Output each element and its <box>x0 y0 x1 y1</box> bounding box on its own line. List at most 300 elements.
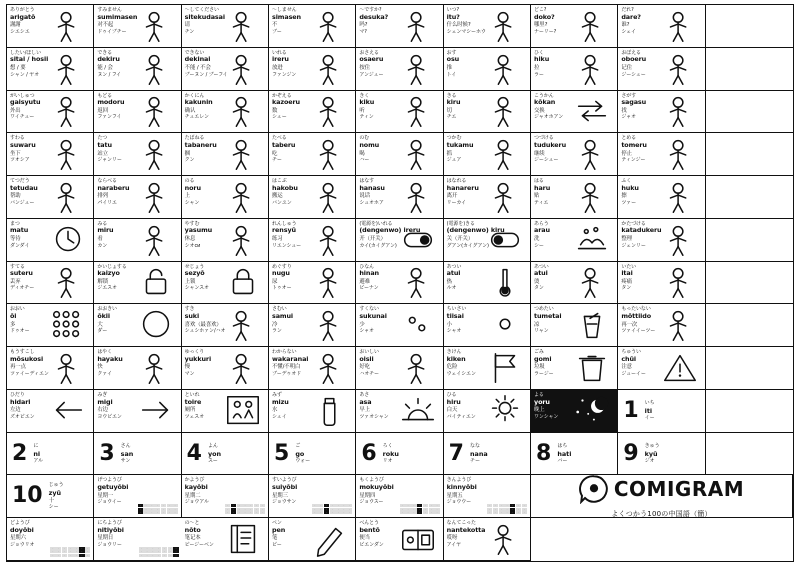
phrase-cell-yukkuri <box>182 347 269 390</box>
chinese-word: 洗 <box>534 236 540 243</box>
chinese-word: 站立 <box>97 150 108 157</box>
romaji-word: hanasu <box>359 183 385 192</box>
chinese-word: 能 / 会 <box>97 64 113 71</box>
phrase-grid <box>6 4 794 562</box>
kana-reading: ビージーベン <box>184 542 214 549</box>
romaji-word: mizu <box>272 397 289 406</box>
phrase-cell-dekiru <box>94 48 181 91</box>
chinese-word: 吗? <box>359 22 368 29</box>
number-cell-8 <box>531 433 618 476</box>
chinese-word: 快 <box>97 364 103 371</box>
kana-reading: ラン <box>272 328 282 335</box>
jp-word: おさえる <box>359 49 379 56</box>
phrase-cell-doyōbi <box>7 518 94 561</box>
chinese-word: 交换 <box>534 107 545 114</box>
jp-word: ご <box>295 443 301 450</box>
phrase-cell-hidari <box>7 390 94 433</box>
jp-word: みぎ <box>97 391 108 398</box>
kana-reading: チー <box>469 457 480 464</box>
phrase-cell-pen <box>269 518 356 561</box>
jp-word: ならべる <box>97 178 117 185</box>
romaji-word: naraberu <box>97 183 130 192</box>
kana-reading: ウェイシエン <box>446 370 476 377</box>
phrase-cell-nitiyōbi <box>94 518 181 561</box>
kana-reading: ヨウビエン <box>97 413 122 420</box>
phrase-cell-kakunin <box>182 91 269 134</box>
phrase-cell-nantekotta <box>444 518 531 561</box>
jp-word: もどる <box>97 92 113 99</box>
kana-reading: ズオビエン <box>10 413 35 420</box>
kana-reading: シュイ <box>272 413 287 420</box>
number-cell-2 <box>7 433 94 476</box>
kana-reading: ダー <box>97 328 108 335</box>
number-value: 8 <box>536 440 552 466</box>
chinese-word: 危险 <box>446 364 458 371</box>
phrase-cell-yasumu <box>182 219 269 262</box>
chinese-word: 推 <box>446 64 452 71</box>
jp-word: あさ <box>359 391 370 398</box>
chinese-word: 疼痛 <box>621 278 632 285</box>
phrase-cell-doko? <box>531 5 618 48</box>
romaji-word: katadukeru <box>621 226 662 235</box>
empty-cell <box>706 5 793 48</box>
phrase-cell-kiken <box>444 347 531 390</box>
jp-word: さむい <box>272 306 287 313</box>
chinese-word: 便当 <box>359 535 370 542</box>
phrase-cell-wakaranai <box>269 347 356 390</box>
chinese-word: 数 <box>272 107 278 114</box>
phrase-cell-sitai / hosii <box>7 48 94 91</box>
jp-word: すみません <box>97 7 122 13</box>
chinese-word: 不懂/不明白 <box>272 364 301 371</box>
number-cell-6 <box>356 433 443 476</box>
romaji-word: suiyōbi <box>272 483 298 492</box>
romaji-word: nitiyōbi <box>97 525 124 534</box>
kana-reading: ジオ <box>644 457 655 464</box>
romaji-word: kazoeru <box>272 98 301 107</box>
romaji-word: getuyōbi <box>97 483 129 492</box>
chinese-word: 哪里? <box>534 22 548 29</box>
jp-word: おす <box>446 49 457 56</box>
jp-word: 〜してください <box>184 7 219 13</box>
romaji-word: arau <box>534 226 550 235</box>
empty-cell <box>706 219 793 262</box>
jp-word: せじょう <box>184 263 205 270</box>
phrase-cell-rensyū <box>269 219 356 262</box>
romaji-word: tatu <box>97 140 112 149</box>
romaji-word: hati <box>557 449 572 458</box>
phrase-cell-tabaneru <box>182 133 269 176</box>
kana-reading: グアン(カイグアン) <box>446 242 489 249</box>
jp-word: 〜ですか? <box>359 7 382 13</box>
kana-reading: リオ <box>382 457 393 464</box>
kana-reading: イー <box>644 415 655 422</box>
kana-reading: チン <box>184 28 195 35</box>
kana-reading: シャン / ヤオ <box>10 71 39 78</box>
phrase-cell-osu <box>444 48 531 91</box>
kana-reading: ジャオホアン <box>534 114 564 121</box>
phrase-cell-hinan <box>356 262 443 305</box>
phrase-cell-ireru <box>269 48 356 91</box>
kana-reading: シャン <box>184 199 200 206</box>
chinese-word: 捆 <box>184 150 190 157</box>
kana-reading: シャオ <box>359 328 374 335</box>
phrase-cell-kinnyōbi <box>444 475 531 518</box>
calendar-strip: · · · · · · · · · · · · · · · · · · · · · <box>312 504 352 514</box>
romaji-word: zyū <box>48 488 62 497</box>
kana-reading: ドゥイブチー <box>97 28 127 35</box>
romaji-word: pen <box>272 525 286 534</box>
jp-word: だれ? <box>621 7 634 13</box>
phrase-cell-toire <box>182 390 269 433</box>
kana-reading: ジューイー <box>621 370 646 377</box>
romaji-word: hakobu <box>272 183 298 192</box>
chinese-word: 喜欢（最喜欢） <box>184 321 222 328</box>
phrase-cell-samui <box>269 304 356 347</box>
jp-word: てつだう <box>10 178 30 185</box>
phrase-cell-tomeru <box>618 133 705 176</box>
romaji-word: nōto <box>184 525 201 534</box>
empty-cell <box>706 433 793 476</box>
phrase-cell-nomu <box>356 133 443 176</box>
number-cell-4 <box>182 433 269 476</box>
kana-reading: リャン <box>534 328 549 335</box>
phrase-cell-mokuyōbi <box>356 475 443 518</box>
romaji-word: tomeru <box>621 140 647 149</box>
kana-reading: チエ <box>446 114 457 121</box>
romaji-word: taberu <box>272 140 296 149</box>
romaji-word: yoru <box>534 397 550 406</box>
calendar-strip: · · · · · · · · · · · · · · · · · · · · · <box>138 504 178 514</box>
romaji-word: suteru <box>10 269 33 278</box>
jp-word: はなれる <box>446 178 467 185</box>
jp-word: つめたい <box>534 306 554 313</box>
chinese-word: 排列 <box>97 193 108 200</box>
jp-word: できない <box>184 49 205 56</box>
romaji-word: sagasu <box>621 98 647 107</box>
romaji-word: hinan <box>359 269 379 278</box>
kana-reading: マン <box>184 370 195 377</box>
romaji-word: go <box>295 449 305 458</box>
phrase-cell-simasen <box>269 5 356 48</box>
empty-cell <box>706 176 793 219</box>
jp-word: たつ <box>97 135 108 142</box>
phrase-cell-atui <box>444 262 531 305</box>
kana-reading: トゥオー <box>272 285 292 292</box>
chinese-word: 请 <box>184 22 190 29</box>
jp-word: (電源を)きる <box>446 220 475 227</box>
kana-reading: ジョウリオ <box>10 542 35 549</box>
chinese-word: 上 <box>184 193 190 200</box>
romaji-word: samui <box>272 311 294 320</box>
kana-reading: リーカイ <box>446 199 467 206</box>
number-value: 1 <box>623 397 639 423</box>
jp-word: あつい <box>534 263 549 270</box>
phrase-cell-hanasu <box>356 176 443 219</box>
chinese-word: 大 <box>97 321 103 328</box>
chinese-word: 星期三 <box>272 492 288 499</box>
jp-word: にちようび <box>97 520 122 527</box>
romaji-word: tetudau <box>10 183 38 192</box>
romaji-word: kaizyo <box>97 269 120 278</box>
kana-reading: バイティエン <box>446 413 476 420</box>
jp-word: こうかん <box>534 92 554 99</box>
romaji-word: modoru <box>97 98 125 107</box>
chinese-word: 晚上 <box>534 407 545 414</box>
jp-word: おおきい <box>97 306 117 313</box>
romaji-word: kakunin <box>184 98 213 107</box>
jp-word: もったいない <box>621 306 651 313</box>
romaji-word: noru <box>184 183 201 192</box>
jp-word: はやく <box>97 349 113 356</box>
phrase-cell-dare? <box>618 5 705 48</box>
romaji-word: desuka? <box>359 12 389 21</box>
phrase-cell-atui <box>531 262 618 305</box>
kana-reading: アイヤ <box>446 542 461 549</box>
chinese-word: 对不起 <box>97 22 114 29</box>
kana-reading: ジーシュー <box>621 71 646 78</box>
jp-word: よん <box>207 443 218 450</box>
phrase-cell-huku <box>618 176 705 219</box>
number-cell-7 <box>444 433 531 476</box>
chinese-word: 什么时候? <box>446 22 471 29</box>
jp-word: はこぶ <box>272 178 287 185</box>
chinese-word: 休息 <box>184 236 196 243</box>
jp-word: すいようび <box>272 477 297 484</box>
kana-reading: シー <box>48 504 59 511</box>
chinese-word: 再一点 <box>10 364 26 371</box>
jp-word: もくようび <box>359 477 384 484</box>
romaji-word: dare? <box>621 12 641 21</box>
jp-word: わからない <box>272 349 297 356</box>
kana-reading: ラージー <box>534 370 554 377</box>
chinese-word: 外出 <box>10 107 21 114</box>
phrase-cell-oboeru <box>618 48 705 91</box>
phrase-cell-asa <box>356 390 443 433</box>
chinese-word: 找 <box>621 107 627 114</box>
kana-reading: カイ(カイグアン) <box>359 242 397 249</box>
phrase-cell-suiyōbi <box>269 475 356 518</box>
number-value: 7 <box>448 440 464 466</box>
jp-word: がいしゅつ <box>10 92 35 99</box>
romaji-word: toire <box>184 397 202 406</box>
romaji-word: kiken <box>446 354 466 363</box>
jp-word: はなす <box>359 178 375 185</box>
phrase-cell-bentō <box>356 518 443 561</box>
kana-reading: ウォー <box>295 457 311 464</box>
calendar-strip: · · · · · · · · · · · · · · · · · · · · · <box>139 547 179 557</box>
romaji-word: arigatō <box>10 12 36 21</box>
phrase-cell-tetudau <box>7 176 94 219</box>
romaji-word: simasen <box>272 12 301 21</box>
kana-reading: シュシホァン/ハオ <box>184 328 226 335</box>
phrase-cell-oisii <box>356 347 443 390</box>
kana-reading: ブー <box>272 28 282 35</box>
chinese-word: 星期二 <box>184 492 201 499</box>
jp-word: といれ <box>184 391 200 398</box>
chinese-word: 丢弃 <box>10 278 21 285</box>
chinese-word: 想 / 要 <box>10 64 26 71</box>
phrase-cell-miru <box>94 219 181 262</box>
chinese-word: 练习 <box>272 236 283 243</box>
romaji-word: mōsukosi <box>10 354 44 363</box>
phrase-cell-desuka? <box>356 5 443 48</box>
jp-word: ありがとう <box>10 7 35 13</box>
romaji-word: oisii <box>359 354 374 363</box>
kana-reading: ブーヌン / ブーフイ <box>184 71 228 78</box>
jp-word: げつようび <box>97 477 122 484</box>
phrase-cell-kiku <box>356 91 443 134</box>
jp-word: かぞえる <box>272 92 292 99</box>
number-value: 5 <box>274 440 290 466</box>
chinese-word: 拉 <box>534 64 540 71</box>
phrase-cell-tumetai <box>531 304 618 347</box>
chinese-word: 少 <box>359 321 365 328</box>
jp-word: ペン <box>272 520 282 527</box>
romaji-word: tiisai <box>446 311 464 320</box>
jp-word: じゅう <box>48 482 64 489</box>
phrase-cell-mōsukosi <box>7 347 94 390</box>
jp-word: ふく <box>621 178 632 185</box>
chinese-word: 擦 <box>621 193 627 200</box>
kana-reading: バンユン <box>272 199 292 206</box>
kana-reading: クン <box>184 157 195 164</box>
chinese-word: 抓 <box>446 150 452 157</box>
jp-word: すくない <box>359 306 379 313</box>
romaji-word: san <box>120 449 134 458</box>
kana-reading: ジーシュー <box>534 157 559 164</box>
romaji-word: tabaneru <box>184 140 217 149</box>
phrase-cell-ōkii <box>94 304 181 347</box>
kana-reading: ドゥオー <box>10 328 30 335</box>
chinese-word: 上锁 <box>184 278 196 285</box>
phrase-cell-tiisai <box>444 304 531 347</box>
romaji-word: yon <box>207 449 222 458</box>
phrase-cell-kazoeru <box>269 91 356 134</box>
kana-reading: ジャンリー <box>97 157 122 164</box>
empty-cell <box>706 390 793 433</box>
number-cell-5 <box>269 433 356 476</box>
chinese-word: 整理 <box>621 236 632 243</box>
kana-reading: ディオチー <box>10 285 35 292</box>
jp-word: きる <box>446 92 457 99</box>
jp-word: はち <box>557 443 568 450</box>
phrase-cell-hiku <box>531 48 618 91</box>
jp-word: のむ <box>359 135 370 142</box>
kana-reading: チュエレン <box>184 114 209 121</box>
romaji-word: hanareru <box>446 183 479 192</box>
kana-reading: シュー <box>272 114 287 121</box>
romaji-word: hiru <box>446 397 461 406</box>
jp-word: 〜しません <box>272 7 297 13</box>
romaji-word: iti <box>644 407 653 416</box>
number-value: 10 <box>12 483 43 509</box>
kana-reading: タン <box>534 285 544 292</box>
kana-reading: ツァイイーツー <box>621 328 656 335</box>
kana-reading: ファンフイ <box>97 114 122 121</box>
phrase-cell-nōto <box>182 518 269 561</box>
kana-reading: タン <box>621 285 632 292</box>
kana-reading: バー <box>557 457 568 464</box>
kana-reading: ハー <box>359 157 370 164</box>
romaji-word: ni <box>33 449 41 458</box>
phrase-cell-hiru <box>444 390 531 433</box>
kana-reading: ジエスオ <box>97 285 117 292</box>
kana-reading: アンジュー <box>359 71 384 78</box>
chinese-word: 说话 <box>359 193 370 200</box>
kana-reading: シャオ <box>446 328 462 335</box>
kana-reading: シー <box>534 242 544 249</box>
romaji-word: sitekudasai <box>184 12 225 21</box>
kana-reading: シュオホア <box>359 199 384 206</box>
jp-word: いつ? <box>446 7 460 13</box>
chinese-word: 解锁 <box>97 278 108 285</box>
kana-reading: シェイ <box>621 28 636 35</box>
jp-word: はる <box>534 178 544 185</box>
chinese-word: 冷 <box>272 321 278 328</box>
phrase-cell-taberu <box>269 133 356 176</box>
jp-word: みず <box>272 391 282 398</box>
romaji-word: huku <box>621 183 639 192</box>
phrase-cell-matu <box>7 219 94 262</box>
romaji-word: itai <box>621 269 633 278</box>
romaji-word: sumimasen <box>97 12 138 21</box>
jp-word: たばねる <box>184 135 205 142</box>
phrase-cell-kōkan <box>531 91 618 134</box>
kana-reading: ティン <box>359 114 374 121</box>
jp-word: れんしゅう <box>272 220 297 227</box>
phrase-cell-kiru <box>444 91 531 134</box>
jp-word: なんてこった <box>446 520 476 527</box>
romaji-word: yasumu <box>184 226 213 235</box>
kana-reading: ナーリー? <box>534 28 557 35</box>
phrase-cell-suteru <box>7 262 94 305</box>
phrase-cell-sitekudasai <box>182 5 269 48</box>
romaji-word: mōttiido <box>621 311 652 320</box>
romaji-word: chūi <box>621 354 637 363</box>
number-cell-9 <box>618 433 705 476</box>
kana-reading: アル <box>33 457 44 464</box>
phrase-cell-sumimasen <box>94 5 181 48</box>
chinese-word: 凉 <box>534 321 540 328</box>
romaji-word: tudukeru <box>534 140 567 149</box>
chinese-word: 星期六 <box>10 535 26 542</box>
empty-cell <box>706 133 793 176</box>
jp-word: かくにん <box>184 92 205 99</box>
kana-reading: ハオチー <box>359 370 379 377</box>
phrase-cell-dekinai <box>182 48 269 91</box>
chinese-word: 水 <box>272 407 278 414</box>
jp-word: もうすこし <box>10 349 35 356</box>
brand-tagline: よくつかう100の中国語（簡） <box>611 509 712 518</box>
chinese-word: 放进 <box>272 64 283 71</box>
kana-reading: ワイチュー <box>10 114 35 121</box>
kana-reading: ジャオ <box>621 114 636 121</box>
romaji-word: osaeru <box>359 55 384 64</box>
romaji-word: hidari <box>10 397 31 406</box>
phrase-cell-chūi <box>618 347 705 390</box>
chinese-word: 哎呀 <box>446 535 458 542</box>
phrase-cell-arau <box>531 219 618 262</box>
romaji-word: atui <box>446 269 461 278</box>
romaji-word: hayaku <box>97 354 123 363</box>
romaji-word: gaisyutu <box>10 98 41 107</box>
romaji-word: yukkuri <box>184 354 212 363</box>
phrase-cell-(dengenwo) ireru <box>356 219 443 262</box>
empty-cell <box>706 304 793 347</box>
kana-reading: ツオシア <box>10 157 30 164</box>
kana-reading: シオси <box>184 242 201 249</box>
